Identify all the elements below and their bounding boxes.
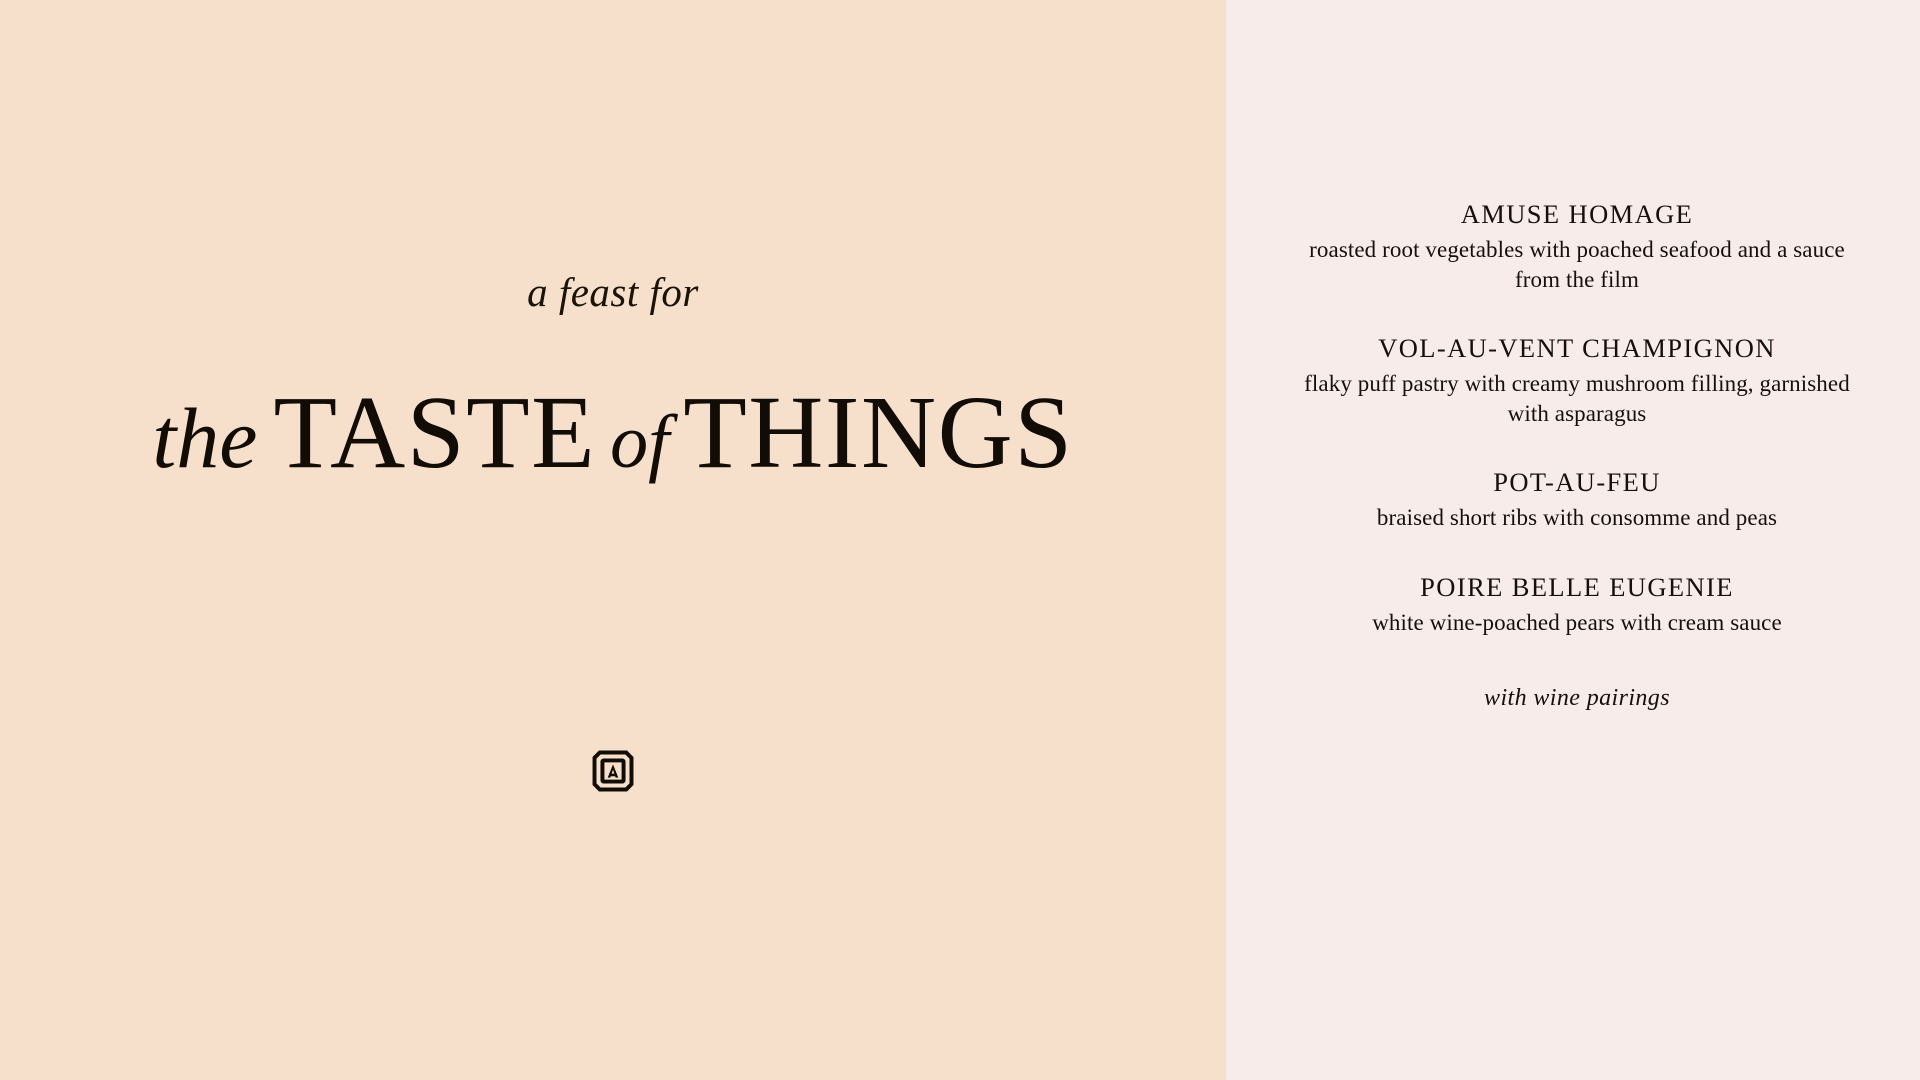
list-item (1284, 198, 1870, 294)
course-title: POIRE BELLE EUGENIE (1420, 571, 1734, 602)
course-title: AMUSE HOMAGE (1460, 199, 1694, 229)
course-title: VOL-AU-VENT CHAMPIGNON (1378, 333, 1776, 363)
list-item (1284, 466, 1870, 533)
wine-pairings-note: with wine pairings (1484, 685, 1670, 712)
logo-container (0, 738, 1226, 804)
kicker-text: a feast for (527, 269, 699, 315)
menu-list (1226, 198, 1920, 712)
course-description: braised short ribs with consomme and peas (1376, 505, 1778, 531)
course-title: POT-AU-FEU (1493, 467, 1661, 497)
a24-logo-icon (580, 738, 646, 804)
menu-panel (1226, 0, 1920, 1080)
list-item (1284, 332, 1870, 428)
title-word-of: of (610, 400, 670, 484)
title-word-the: the (152, 390, 258, 486)
course-description: roasted root vegetables with poached seafood and a sauce from the film (1309, 237, 1845, 292)
title-block (0, 269, 1226, 490)
title-word-taste: TASTE (273, 375, 597, 490)
list-item (1284, 571, 1870, 638)
course-description: white wine-poached pears with cream sauce (1372, 609, 1782, 635)
course-description: flaky puff pastry with creamy mushroom filling, garnished with asparagus (1304, 371, 1850, 426)
page-title (0, 375, 1226, 490)
title-word-things: THINGS (683, 375, 1074, 490)
